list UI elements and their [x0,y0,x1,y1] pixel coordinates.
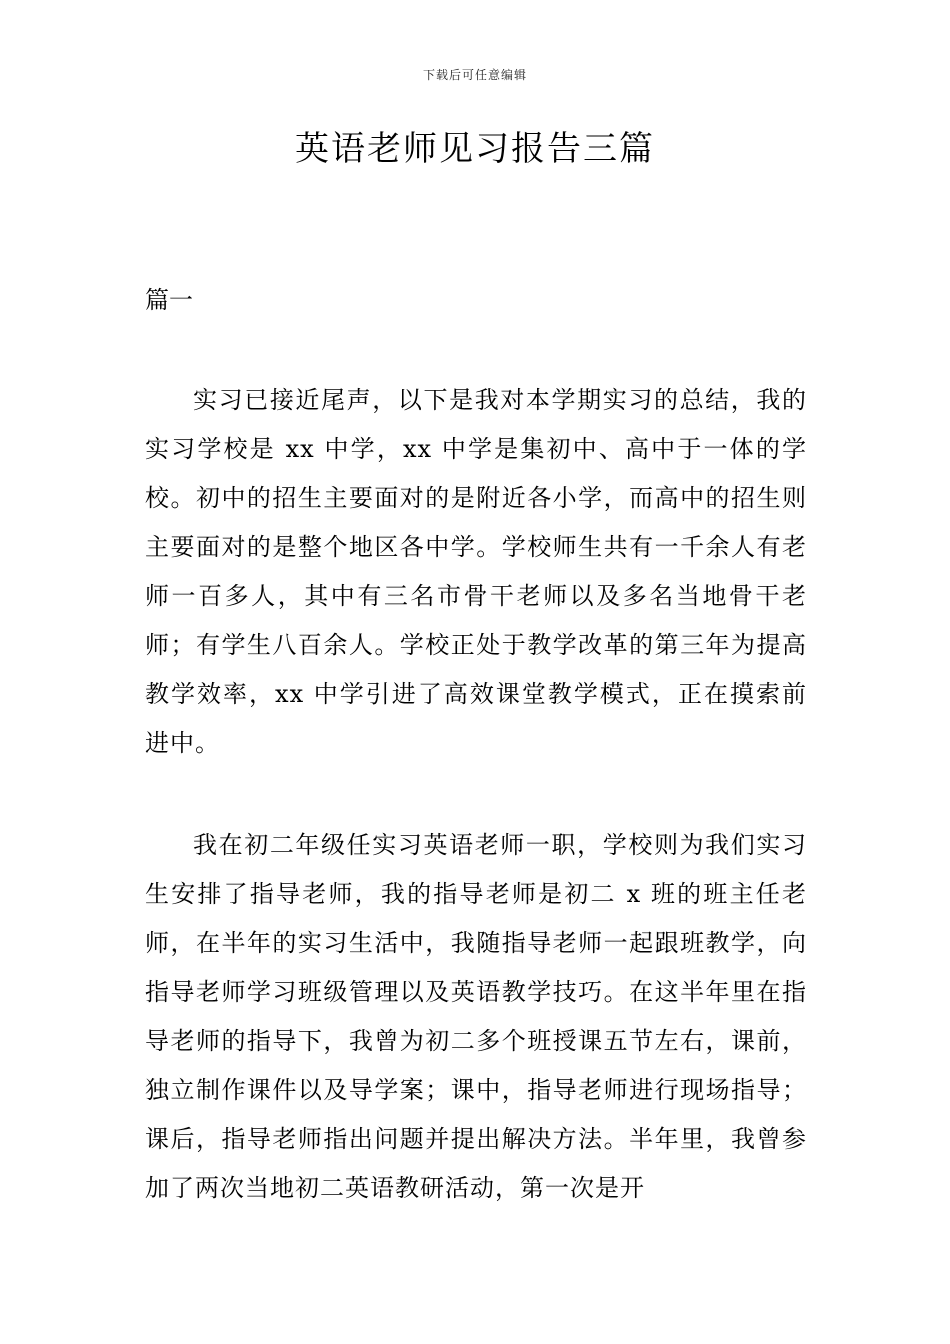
document-title: 英语老师见习报告三篇 [295,129,655,169]
section-label: 篇一 [145,286,193,314]
page-header-note: 下载后可任意编辑 [422,68,527,82]
paragraph-1: 实习已接近尾声，以下是我对本学期实习的总结，我的实习学校是 xx 中学，xx 中学是集初中、高中于一体的学校。初中的招生主要面对的是附近各小学，而高中的招生则主要面对的是整个地区各中学。学校师生共有一千余人有老师一百多人，其中有三名市骨干老师以及多名当地骨干老师；有学生八百余人。学校正处于教学改革的第三年为提高教学效率，xx 中学引进了高效课堂教学模式，正在摸索前进中。 [145,386,807,757]
paragraph-2: 我在初二年级任实习英语老师一职，学校则为我们实习生安排了指导老师，我的指导老师是初二 x 班的班主任老师，在半年的实习生活中，我随指导老师一起跟班教学，向指导老师学习班级管理以及英语教学技巧。在这半年里在指导老师的指导下，我曾为初二多个班授课五节左右，课前，独立制作课件以及导学案；课中，指导老师进行现场指导；课后，指导老师指出问题并提出解决方法。半年里，我曾参加了两次当地初二英语教研活动，第一次是开 [145,831,807,1202]
